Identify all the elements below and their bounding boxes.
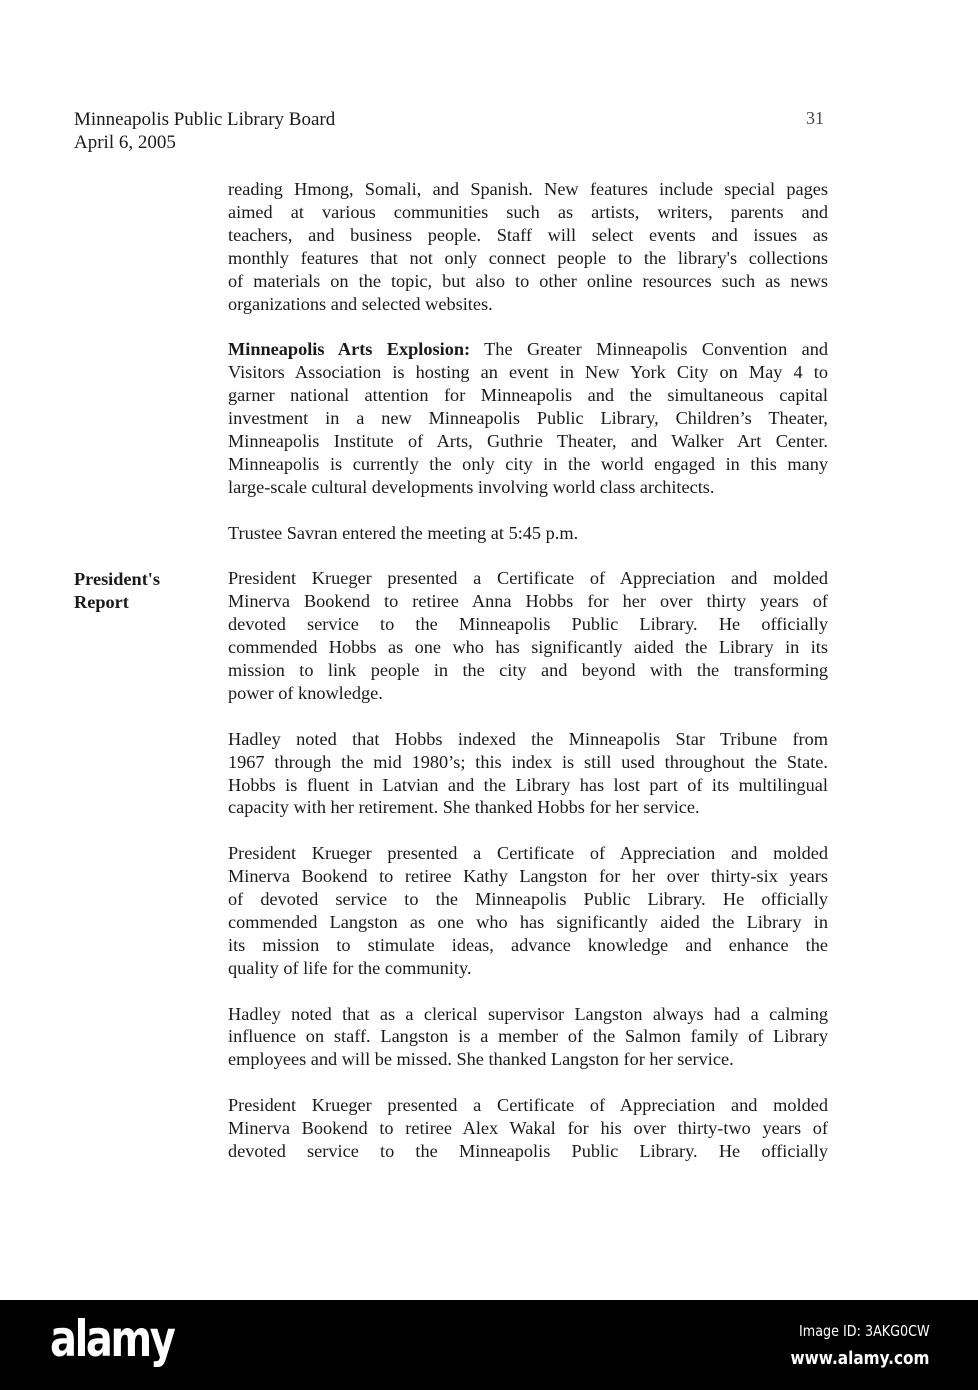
text-line: Minerva Bookend to retiree Alex Wakal for his over thirty-two years of	[228, 1118, 828, 1139]
text-line: of devoted service to the Minneapolis Public Library. He officially	[228, 889, 828, 910]
text-line: organizations and selected websites.	[228, 293, 493, 314]
header-org: Minneapolis Public Library Board	[74, 109, 336, 130]
text-line: Hadley noted that Hobbs indexed the Minneapolis Star Tribune from	[228, 728, 828, 749]
document-body	[228, 178, 828, 1186]
text-line: Visitors Association is hosting an event in New York City on May 4 to	[228, 362, 828, 383]
text-line: Hobbs is fluent in Latvian and the Library has lost part of its multilingual	[228, 774, 828, 795]
text-line: Minneapolis is currently the only city in the world engaged in this many	[228, 453, 828, 474]
text-line: investment in a new Minneapolis Public Library, Children’s Theater,	[228, 408, 828, 429]
text-line: employees and will be missed. She thanked Langston for her service.	[228, 1049, 734, 1070]
sidebar-heading-line: Report	[74, 591, 129, 612]
text-line: President Krueger presented a Certificate of Appreciation and molded	[228, 1095, 828, 1116]
paragraph	[228, 178, 828, 315]
text-line: garner national attention for Minneapolis and the simultaneous capital	[228, 385, 828, 406]
watermark-bar	[0, 1300, 978, 1390]
alamy-logo: alamy	[50, 1310, 174, 1368]
text-line: commended Langston as one who has significantly aided the Library in	[228, 911, 828, 932]
sidebar-heading	[74, 568, 160, 614]
text-line: capacity with her retirement. She thanked Hobbs for her service.	[228, 797, 700, 818]
paragraph	[228, 522, 828, 545]
text-line: aimed at various communities such as artists, writers, parents and	[228, 201, 828, 222]
text-line: power of knowledge.	[228, 682, 383, 703]
text-line: influence on staff. Langston is a member of the Salmon family of Library	[228, 1026, 828, 1047]
text-line: teachers, and business people. Staff will select events and issues as	[228, 224, 828, 245]
paragraph	[228, 567, 828, 704]
text-line: quality of life for the community.	[228, 957, 472, 978]
text-line: monthly features that not only connect people to the library's collections	[228, 247, 828, 268]
text-line: devoted service to the Minneapolis Public Library. He officially	[228, 1140, 828, 1161]
paragraph	[228, 842, 828, 979]
text-line: Minneapolis Institute of Arts, Guthrie Theater, and Walker Art Center.	[228, 430, 828, 451]
page-header	[74, 108, 335, 154]
page-number: 31	[806, 108, 824, 128]
text-line: commended Hobbs as one who has significantly aided the Library in its	[228, 637, 828, 658]
text-line: Minerva Bookend to retiree Kathy Langston for her over thirty-six years	[228, 866, 828, 887]
text-line: of materials on the topic, but also to other online resources such as news	[228, 270, 828, 291]
watermark-url: www.alamy.com	[791, 1348, 930, 1369]
text-line: President Krueger presented a Certificate of Appreciation and molded	[228, 843, 828, 864]
text-line: President Krueger presented a Certificate of Appreciation and molded	[228, 568, 828, 589]
text-line: large-scale cultural developments involving world class architects.	[228, 476, 715, 497]
text-line: Minerva Bookend to retiree Anna Hobbs for her over thirty years of	[228, 591, 828, 612]
text-line: Trustee Savran entered the meeting at 5:45 p.m.	[228, 522, 579, 543]
paragraph	[228, 728, 828, 820]
paragraph-heading: Minneapolis Arts Explosion:	[228, 339, 471, 360]
text-line: reading Hmong, Somali, and Spanish. New features include special pages	[228, 179, 828, 199]
sidebar-heading-line: President's	[74, 569, 160, 589]
paragraph	[228, 1094, 828, 1163]
paragraph	[228, 1003, 828, 1072]
text-line: Hadley noted that as a clerical supervisor Langston always had a calming	[228, 1003, 828, 1024]
image-id: Image ID: 3AKG0CW	[799, 1322, 930, 1340]
text-line	[228, 338, 828, 361]
text-line: devoted service to the Minneapolis Public Library. He officially	[228, 614, 828, 635]
header-date: April 6, 2005	[74, 132, 176, 153]
paragraph	[228, 338, 828, 498]
text-line: mission to link people in the city and beyond with the transforming	[228, 659, 828, 680]
text-span: The Greater Minneapolis Convention and	[470, 339, 828, 360]
text-line: its mission to stimulate ideas, advance knowledge and enhance the	[228, 934, 828, 955]
text-line: 1967 through the mid 1980’s; this index is still used throughout the State.	[228, 751, 828, 772]
